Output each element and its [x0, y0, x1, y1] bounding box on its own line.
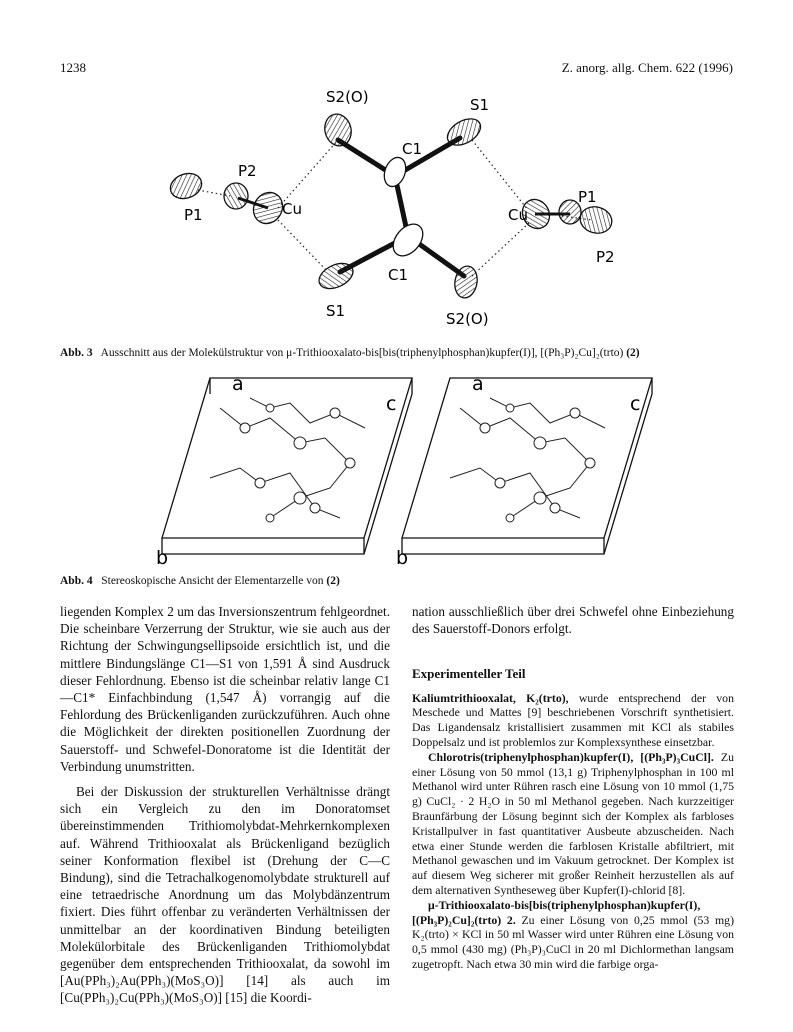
figure-4-caption — [60, 574, 340, 588]
right-column — [412, 603, 734, 972]
section-heading: Experimenteller Teil — [412, 666, 526, 682]
compound-k2trto: Kaliumtrithiooxalat, K₂(trto), — [412, 690, 569, 705]
label-p1-right: P1 — [578, 188, 597, 206]
axis-label-a-right: a — [472, 373, 484, 395]
label-c1-top: C1 — [402, 140, 423, 158]
label-p2-right: P2 — [596, 248, 615, 266]
right-paragraph-1 — [412, 691, 734, 750]
page-number: 1238 — [60, 60, 86, 75]
journal-reference: Z. anorg. allg. Chem. 622 (1996) — [561, 60, 733, 75]
atom-c1-top — [380, 154, 409, 189]
figure-4-caption-ref: (2) — [326, 575, 340, 587]
axis-label-a-left: a — [232, 373, 244, 395]
figure-3-caption-label: Abb. 3 — [60, 347, 93, 359]
label-cu-right: Cu — [508, 206, 528, 224]
right-paragraph-1-text: wurde entsprechend der von Meschede und Mattes [9] beschriebenen Vorschrift synthetisiert. Das Ligandensalz kristallisiert zusammen mit KCl als stabiles Doppelsalz und ist problemlos zur Komplexsynthese einsetzbar. — [412, 690, 734, 749]
figure-3-caption-ref: (2) — [626, 347, 640, 359]
figure-4-caption-label: Abb. 4 — [60, 575, 93, 587]
unit-cell-left — [162, 378, 412, 554]
atom-p2-left — [224, 183, 248, 209]
right-paragraph-3-text: Zu einer Lösung von 0,25 mmol (53 mg) K₂(trto) × KCl in 50 ml Wasser wird unter Rühren eine Lösung von 0,5 mmol (430 mg) (Ph₃P)₃CuCl in 20 ml Dichlormethan langsam zugetropft. Nach etwa 30 min wird die farbige orga- — [412, 912, 735, 971]
right-paragraph-0: nation ausschließlich über drei Schwefel ohne Einbeziehung des Sauerstoff-Donors erfolgt. — [412, 604, 734, 637]
right-paragraph-3 — [412, 898, 734, 972]
label-s1-bottom: S1 — [326, 302, 346, 320]
compound-2: μ-Trithiooxalato-bis[bis(triphenylphosphan)kupfer(I), [(Ph₃P)₂Cu]₂(trto) 2. — [412, 897, 701, 927]
left-paragraph-2: Bei der Diskussion der strukturellen Verhältnisse drängt sich ein Vergleich zu den im Donoratomset übereinstimmenden Trithiomolybdat-Mehrkernkomplexen auf. Während Trithiooxalat als Brückenligand bezüglich seiner Konformation flexibel ist (Drehung der C—C Bindung), sind die Tetrachalkogenomolybdate strukturell auf eine tetraedrische Anordnung um das Molybdänzentrum fixiert. Dies führt offenbar zu veränderten Verhältnissen der unmittelbar an der koordinativen Bindung beteiligten Molekülorbitale des Brückenliganden Trithiomolybdat gegenüber dem entsprechenden Trithiooxalat, da sowohl im [Au(PPh₃)₂Au(PPh₃)(MoS₃O)] [14] als auch im [Cu(PPh₃)₂Cu(PPh₃)(MoS₃O)] [15] die Koordi- — [60, 784, 390, 1006]
label-p1-left: P1 — [184, 206, 203, 224]
axis-label-c-left: c — [386, 393, 397, 415]
figure-4-caption-text: Stereoskopische Ansicht der Elementarzelle von — [101, 575, 324, 587]
figure-4-stereo-unit-cell — [150, 368, 670, 568]
figure-3-caption-text: Ausschnitt aus der Molekülstruktur von μ-Trithiooxalato-bis[bis(triphenylphosphan)kupfer(I)], [(Ph₃P)₂Cu]₂(trto) — [100, 347, 624, 359]
label-p2-left: P2 — [238, 162, 257, 180]
figure-3-caption — [60, 346, 640, 360]
compound-ph3p3cucl: Chlorotris(triphenylphosphan)kupfer(I), [(Ph₃P)₃CuCl]. — [428, 749, 714, 764]
right-paragraph-2-text: Zu einer Lösung von 50 mmol (13,1 g) Triphenylphosphan in 100 ml Methanol wird unter Rühren rasch eine Lösung von 10 mmol (1,75 g) CuCl₂ · 2 H₂O in 50 ml Methanol gegeben. Nach kurzzeitiger Braunfärbung der Lösung beginnt sich der Komplex als farbloses Kristallpulver in fast quantitativer Ausbeute abzuscheiden. Nach etwa einer Stunde werden die farblosen Kristalle abfiltriert, mit Methanol gewaschen und im Vakuum getrocknet. Der Komplex ist auf diesem Weg sicherer mit großer Reinheit herzustellen als auf dem alternativen Syntheseweg über Kupfer(I)-chlorid [8]. — [412, 749, 734, 897]
unit-cell-right — [402, 378, 652, 554]
figure-3-molecular-structure — [150, 80, 650, 340]
label-c1-bottom: C1 — [388, 266, 409, 284]
label-cu-left: Cu — [282, 200, 302, 218]
axis-label-c-right: c — [630, 393, 641, 415]
molecule-fragments — [210, 398, 605, 522]
atom-s2o-top — [321, 111, 354, 149]
left-paragraph-1: liegenden Komplex 2 um das Inversionszentrum fehlgeordnet. Die scheinbare Verzerrung der Struktur, wie sie auch aus der Richtung der Schwingungsellipsoide ersichtlich ist, und die mittlere Bindungslänge C1—S1 von 1,591 Å sind Ausdruck dieser Fehlordnung. Ebenso ist die scheinbar relativ lange C1—C1* Einfachbindung (1,547 Å) vorrangig auf die Fehlordung des Brückenliganden zurückzuführen. Auch ohne die Möglichkeit der direkten positionellen Zuordnung der Sauerstoff- und Schwefel-Donoratome ist die Identität der Verbindung unumstritten. — [60, 604, 390, 774]
right-paragraph-2 — [412, 750, 734, 898]
atom-p2-right — [577, 203, 615, 236]
label-s2o-bottom: S2(O) — [446, 310, 489, 328]
axis-label-b-left: b — [156, 547, 169, 568]
axis-label-b-right: b — [396, 547, 409, 568]
label-s2o-top: S2(O) — [326, 88, 369, 106]
atom-c1-bottom — [387, 218, 429, 261]
label-s1-top: S1 — [470, 96, 490, 114]
left-column — [60, 603, 390, 1007]
atom-p1-left — [167, 169, 205, 202]
